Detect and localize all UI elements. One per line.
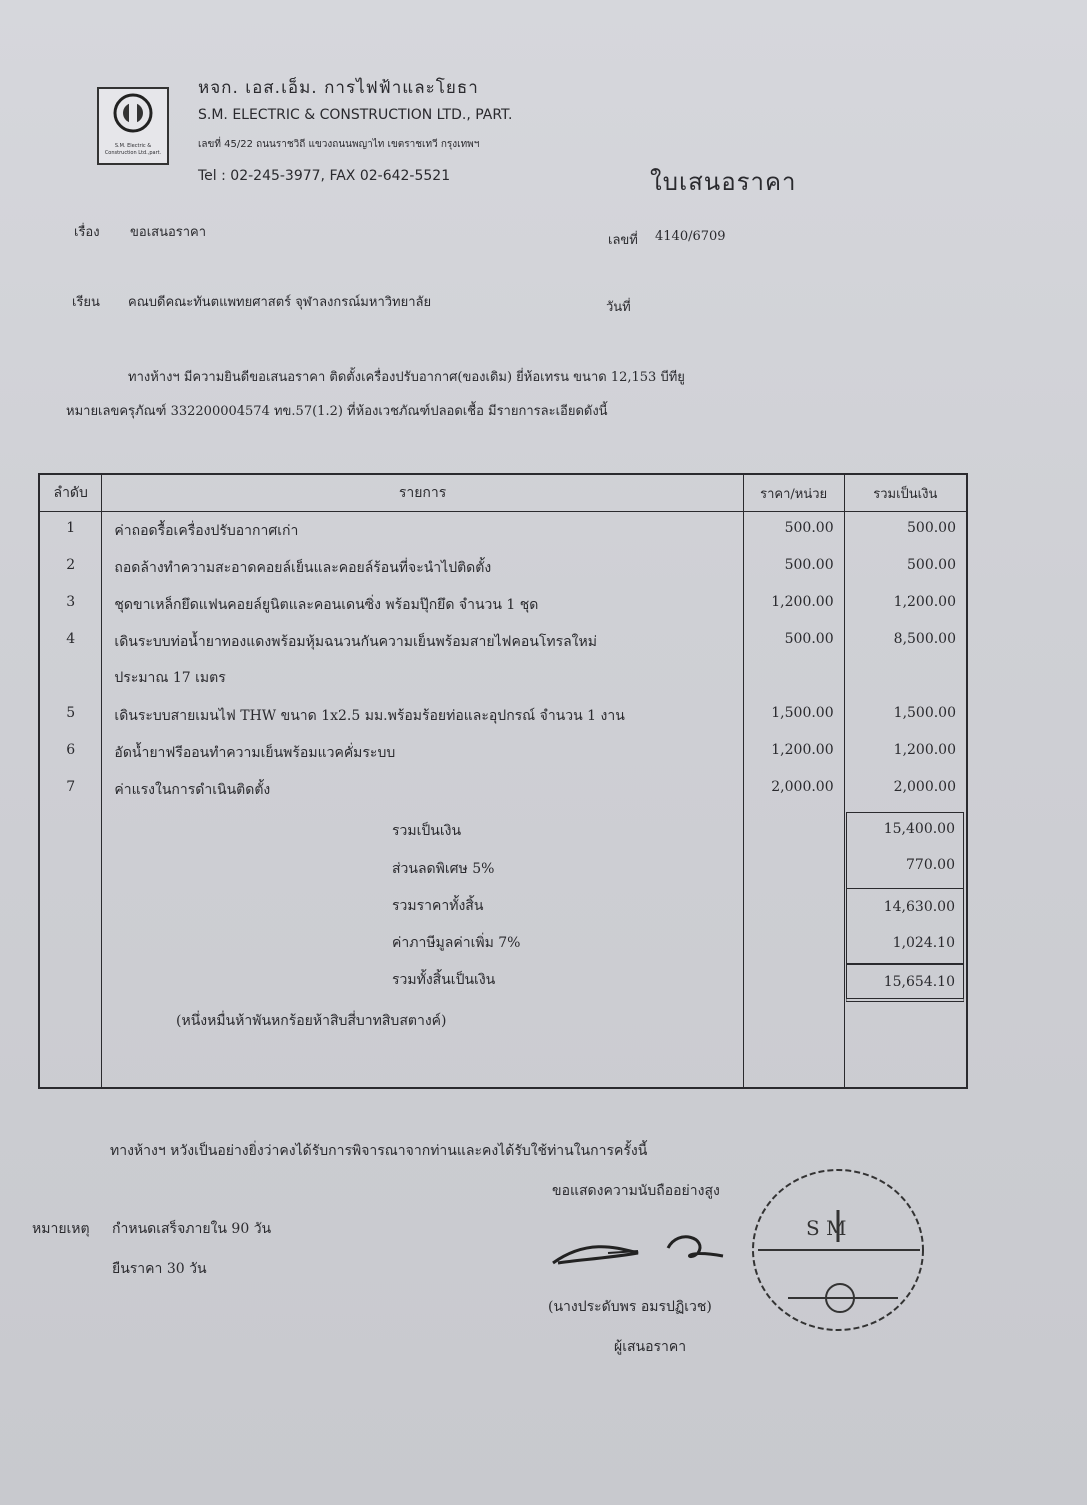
stamp-text: S M <box>806 1216 847 1240</box>
table-row <box>39 586 967 623</box>
intro-line-1: ทางห้างฯ มีความยินดีขอเสนอราคา ติดตั้งเครื่องปรับอากาศ(ของเดิม) ยี่ห้อเทรน ขนาด 12,153 บีทียู <box>128 370 685 385</box>
row-unit-price: 1,200.00 <box>743 586 844 623</box>
row-total: 1,500.00 <box>844 697 967 734</box>
summary-grand-total-value: 15,654.10 <box>846 964 964 1002</box>
summary-grand-total-label: รวมทั้งสิ้นเป็นเงิน <box>392 972 496 988</box>
summary-discount-label: ส่วนลดพิเศษ 5% <box>392 861 495 877</box>
logo-text: S.M. Electric & Construction Ltd.,part. <box>104 143 162 156</box>
row-unit-price: 1,200.00 <box>743 734 844 771</box>
company-stamp-icon <box>748 1160 938 1350</box>
row-no: 3 <box>39 586 102 623</box>
row-item: อัดน้ำยาฟรีออนทำความเย็นพร้อมแวคคั่มระบบ <box>102 734 743 771</box>
closing-text: ทางห้างฯ หวังเป็นอย่างยิ่งว่าคงได้รับการพิจารณาจากท่านและคงได้รับใช้ท่านในการครั้งนี้ <box>110 1143 648 1159</box>
row-unit-price: 500.00 <box>743 623 844 697</box>
row-total: 8,500.00 <box>844 623 967 697</box>
regards-text: ขอแสดงความนับถืออย่างสูง <box>552 1183 720 1199</box>
header-no: ลำดับ <box>39 474 102 512</box>
table-row <box>39 771 967 808</box>
row-item-continued: ประมาณ 17 เมตร <box>114 669 226 686</box>
header-item: รายการ <box>102 474 743 512</box>
row-no: 2 <box>39 549 102 586</box>
company-address: เลขที่ 45/22 ถนนราชวิถี แขวงถนนพญาไท เขตราชเทวี กรุงเทพฯ <box>198 139 480 150</box>
company-contact: Tel : 02-245-3977, FAX 02-642-5521 <box>198 168 451 184</box>
summary-vat-label: ค่าภาษีมูลค่าเพิ่ม 7% <box>392 935 521 951</box>
row-item: ถอดล้างทำความสะอาดคอยล์เย็นและคอยล์ร้อนที่จะนำไปติดตั้ง <box>102 549 743 586</box>
row-item: ค่าแรงในการดำเนินติดตั้ง <box>102 771 743 808</box>
signer-name: (นางประดับพร อมรปฏิเวช) <box>548 1299 712 1315</box>
row-item-multiline <box>102 623 743 697</box>
row-total: 1,200.00 <box>844 734 967 771</box>
signature-icon <box>548 1218 768 1278</box>
row-item: เดินระบบท่อน้ำยาทองแดงพร้อมหุ้มฉนวนกันความเย็นพร้อมสายไฟคอนโทรลใหม่ <box>114 633 597 650</box>
summary-subtotal-value: 15,400.00 770.00 <box>846 812 964 888</box>
header-total: รวมเป็นเงิน <box>844 474 967 512</box>
document-title: ใบเสนอราคา <box>650 168 797 196</box>
row-no: 6 <box>39 734 102 771</box>
table-header-row <box>39 474 967 512</box>
row-no: 7 <box>39 771 102 808</box>
note-completion: กำหนดเสร็จภายใน 90 วัน <box>112 1221 272 1237</box>
table-row <box>39 512 967 549</box>
table-row <box>39 549 967 586</box>
row-total: 500.00 <box>844 512 967 549</box>
row-unit-price: 500.00 <box>743 512 844 549</box>
row-unit-price: 2,000.00 <box>743 771 844 808</box>
row-unit-price: 1,500.00 <box>743 697 844 734</box>
summary-net-label: รวมราคาทั้งสิ้น <box>392 898 484 914</box>
summary-subtotal-label: รวมเป็นเงิน <box>392 823 462 839</box>
row-total: 500.00 <box>844 549 967 586</box>
row-item: ค่าถอดรื้อเครื่องปรับอากาศเก่า <box>102 512 743 549</box>
signer-title: ผู้เสนอราคา <box>614 1339 687 1355</box>
recipient-label: เรียน <box>72 295 100 310</box>
summary-net-value: 14,630.00 1,024.10 <box>846 888 964 964</box>
number-label: เลขที่ <box>608 233 638 248</box>
row-no: 5 <box>39 697 102 734</box>
company-logo <box>97 87 169 165</box>
date-label: วันที่ <box>606 300 631 315</box>
row-no: 1 <box>39 512 102 549</box>
note-label: หมายเหตุ <box>32 1221 90 1237</box>
table-row <box>39 697 967 734</box>
intro-line-2: หมายเลขครุภัณฑ์ 332200004574 ทข.57(1.2) ที่ห้องเวชภัณฑ์ปลอดเชื้อ มีรายการละเอียดดังนี้ <box>66 404 608 419</box>
amount-in-words: (หนึ่งหมื่นห้าพันหกร้อยห้าสิบสี่บาทสิบสตางค์) <box>176 1013 447 1029</box>
row-unit-price: 500.00 <box>743 549 844 586</box>
subject-value: ขอเสนอราคา <box>130 225 207 240</box>
table-row <box>39 623 967 697</box>
header-unit-price: ราคา/หน่วย <box>743 474 844 512</box>
number-value: 4140/6709 <box>655 229 726 244</box>
row-total: 2,000.00 <box>844 771 967 808</box>
logo-emblem-icon <box>99 89 167 139</box>
row-total: 1,200.00 <box>844 586 967 623</box>
company-name-th: หจก. เอส.เอ็ม. การไฟฟ้าและโยธา <box>198 78 479 98</box>
row-no: 4 <box>39 623 102 697</box>
quotation-table <box>38 473 968 1089</box>
row-item: ชุดขาเหล็กยึดแฟนคอยล์ยูนิตและคอนเดนซิ่ง พร้อมปุ๊กยึด จำนวน 1 ชุด <box>102 586 743 623</box>
note-validity: ยืนราคา 30 วัน <box>112 1261 207 1277</box>
row-item: เดินระบบสายเมนไฟ THW ขนาด 1x2.5 มม.พร้อมร้อยท่อและอุปกรณ์ จำนวน 1 งาน <box>102 697 743 734</box>
table-row <box>39 734 967 771</box>
subject-label: เรื่อง <box>74 225 100 240</box>
recipient-value: คณบดีคณะทันตแพทยศาสตร์ จุฬาลงกรณ์มหาวิทยาลัย <box>128 295 432 310</box>
company-name-en: S.M. ELECTRIC & CONSTRUCTION LTD., PART. <box>198 107 513 123</box>
